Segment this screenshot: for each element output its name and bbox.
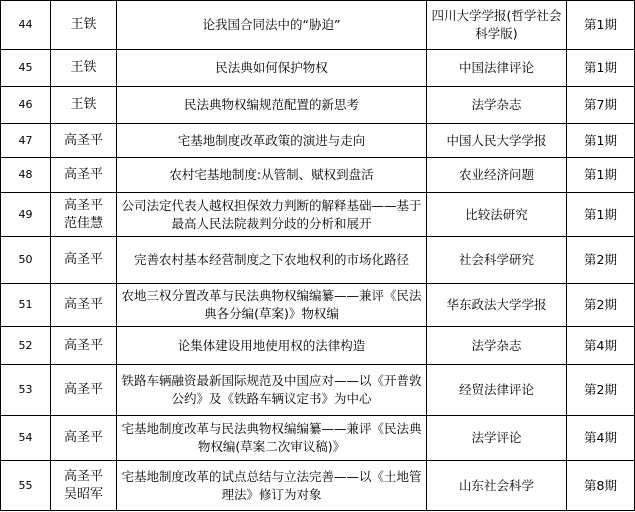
row-issue: 第7期 [567,87,635,124]
row-author [51,365,117,416]
row-journal: 比较法研究 [427,193,567,237]
row-author [51,284,117,327]
table-row [1,461,635,511]
row-journal: 中国人民大学学报 [427,124,567,158]
row-number: 54 [1,416,51,461]
author-name: 高圣平 [63,297,103,312]
author-name: 高圣平 [63,382,103,397]
row-title: 农地三权分置改革与民法典物权编编纂——兼评《民法典各分编(草案)》物权编 [117,284,427,327]
row-journal: 中国法律评论 [427,50,567,87]
table-row [1,237,635,284]
row-journal: 法学杂志 [427,87,567,124]
row-number: 53 [1,365,51,416]
row-journal: 华东政法大学学报 [427,284,567,327]
row-journal: 法学评论 [427,416,567,461]
row-title: 民法典如何保护物权 [117,50,427,87]
row-issue: 第2期 [567,237,635,284]
row-author [51,327,117,365]
table-row [1,158,635,193]
row-journal: 四川大学学报(哲学社会科学版) [427,1,567,50]
row-author [51,87,117,124]
row-title: 民法典物权编规范配置的新思考 [117,87,427,124]
row-issue: 第2期 [567,365,635,416]
row-number: 50 [1,237,51,284]
row-number: 45 [1,50,51,87]
author-name: 高圣平 [63,468,103,484]
row-author [51,1,117,50]
row-title: 铁路车辆融资最新国际规范及中国应对——以《开普敦公约》及《铁路车辆议定书》为中心 [117,365,427,416]
author-name: 高圣平 [63,337,103,353]
table-row [1,284,635,327]
row-author [51,193,117,237]
row-title: 宅基地制度改革政策的演进与走向 [117,124,427,158]
row-number: 47 [1,124,51,158]
row-number: 52 [1,327,51,365]
row-journal: 社会科学研究 [427,237,567,284]
row-number: 49 [1,193,51,237]
row-number: 44 [1,1,51,50]
row-author [51,158,117,193]
row-number: 51 [1,284,51,327]
author-name: 吴昭军 [63,486,103,502]
author-name: 高圣平 [63,197,103,213]
row-title: 宅基地制度改革的试点总结与立法完善——以《土地管理法》修订为对象 [117,461,427,511]
row-journal: 经贸法律评论 [427,365,567,416]
author-name: 王铁 [70,60,97,75]
row-author [51,50,117,87]
row-issue: 第4期 [567,416,635,461]
row-title: 论我国合同法中的“胁迫” [117,1,427,50]
table-row [1,193,635,237]
row-title: 宅基地制度改革与民法典物权编编纂——兼评《民法典物权编(草案二次审议稿)》 [117,416,427,461]
row-issue: 第1期 [567,50,635,87]
author-name: 王铁 [70,97,97,112]
row-author [51,237,117,284]
row-issue: 第1期 [567,158,635,193]
row-issue: 第2期 [567,284,635,327]
row-title: 公司法定代表人越权担保效力判断的解释基础——基于最高人民法院裁判分歧的分析和展开 [117,193,427,237]
author-name: 高圣平 [63,252,103,267]
row-journal: 农业经济问题 [427,158,567,193]
row-issue: 第1期 [567,124,635,158]
table-row [1,327,635,365]
row-author [51,416,117,461]
author-name: 高圣平 [63,132,103,148]
row-number: 48 [1,158,51,193]
row-title: 农村宅基地制度:从管制、赋权到盘活 [117,158,427,193]
row-issue: 第1期 [567,1,635,50]
table-body [1,1,635,511]
row-issue: 第1期 [567,193,635,237]
row-number: 55 [1,461,51,511]
author-name: 范佳慧 [63,215,103,231]
table-row [1,124,635,158]
table-row [1,87,635,124]
row-issue: 第4期 [567,327,635,365]
author-name: 高圣平 [63,430,103,445]
table-row [1,50,635,87]
row-number: 46 [1,87,51,124]
row-title: 完善农村基本经营制度之下农地权利的市场化路径 [117,237,427,284]
row-journal: 山东社会科学 [427,461,567,511]
row-author [51,461,117,511]
row-author [51,124,117,158]
row-journal: 法学杂志 [427,327,567,365]
author-name: 王铁 [70,17,97,32]
table-row [1,1,635,50]
row-issue: 第8期 [567,461,635,511]
table-row [1,416,635,461]
table-row [1,365,635,416]
row-title: 论集体建设用地使用权的法律构造 [117,327,427,365]
author-name: 高圣平 [63,167,103,182]
